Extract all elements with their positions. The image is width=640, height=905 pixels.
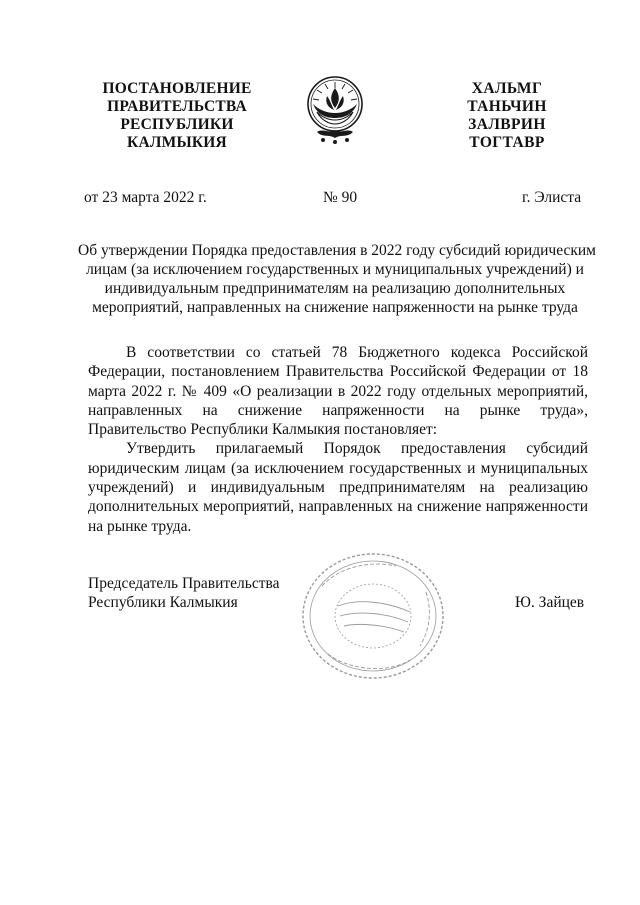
document-number: № 90 bbox=[323, 189, 358, 206]
header-left-line: КАЛМЫКИЯ bbox=[127, 134, 227, 151]
header-right-line: ЗАЛВРИН bbox=[468, 116, 546, 133]
header-right-block bbox=[452, 80, 562, 152]
body-paragraph: В соответствии со статьей 78 Бюджетного кодекса Российской Федерации, постановлением Правительства Российской Федерации от 18 марта 2022 г. № 409 «О реализации в 2022 году отдельных мероприятий, направленных на снижение напряженности на рынке труда», Правительство Республики Калмыкия постановляет: bbox=[88, 344, 588, 439]
header-left-line: РЕСПУБЛИКИ bbox=[120, 116, 234, 133]
body-paragraph: Утвердить прилагаемый Порядок предоставления субсидий юридическим лицам (за исключением государственных и муниципальных учреждений) и индивидуальным предпринимателям на реализацию дополнительных мероприятий, направленных на снижение напряженности на рынке труда. bbox=[88, 440, 588, 535]
official-stamp-icon bbox=[298, 550, 448, 682]
document-body bbox=[88, 343, 588, 536]
signatory-position bbox=[88, 574, 280, 612]
document-city: г. Элиста bbox=[522, 189, 582, 206]
signatory-name: Ю. Зайцев bbox=[515, 594, 585, 611]
signatory-position-line: Председатель Правительства bbox=[88, 575, 280, 592]
header-right-line: ТОГТАВР bbox=[469, 134, 545, 151]
header-right-line: ТАНЬЧИН bbox=[467, 98, 547, 115]
header-right-line: ХАЛЬМГ bbox=[471, 80, 543, 97]
header-left-line: ПОСТАНОВЛЕНИЕ bbox=[102, 80, 252, 97]
document-title bbox=[78, 241, 596, 317]
header-left-line: ПРАВИТЕЛЬСТВА bbox=[107, 98, 247, 115]
title-line: лицам (за исключением государственных и муниципальных учреждений) и bbox=[86, 261, 584, 278]
title-line: индивидуальным предпринимателям на реализацию дополнительных bbox=[104, 280, 566, 297]
title-line: Об утверждении Порядка предоставления в 2022 году субсидий юридическим bbox=[78, 242, 596, 259]
title-line: мероприятий, направленных на снижение напряженности на рынке труда bbox=[92, 299, 578, 316]
coat-of-arms-emblem-icon bbox=[303, 74, 367, 146]
signatory-position-line: Республики Калмыкия bbox=[88, 594, 238, 611]
header-left-block bbox=[82, 80, 272, 152]
document-date: от 23 марта 2022 г. bbox=[84, 189, 207, 206]
